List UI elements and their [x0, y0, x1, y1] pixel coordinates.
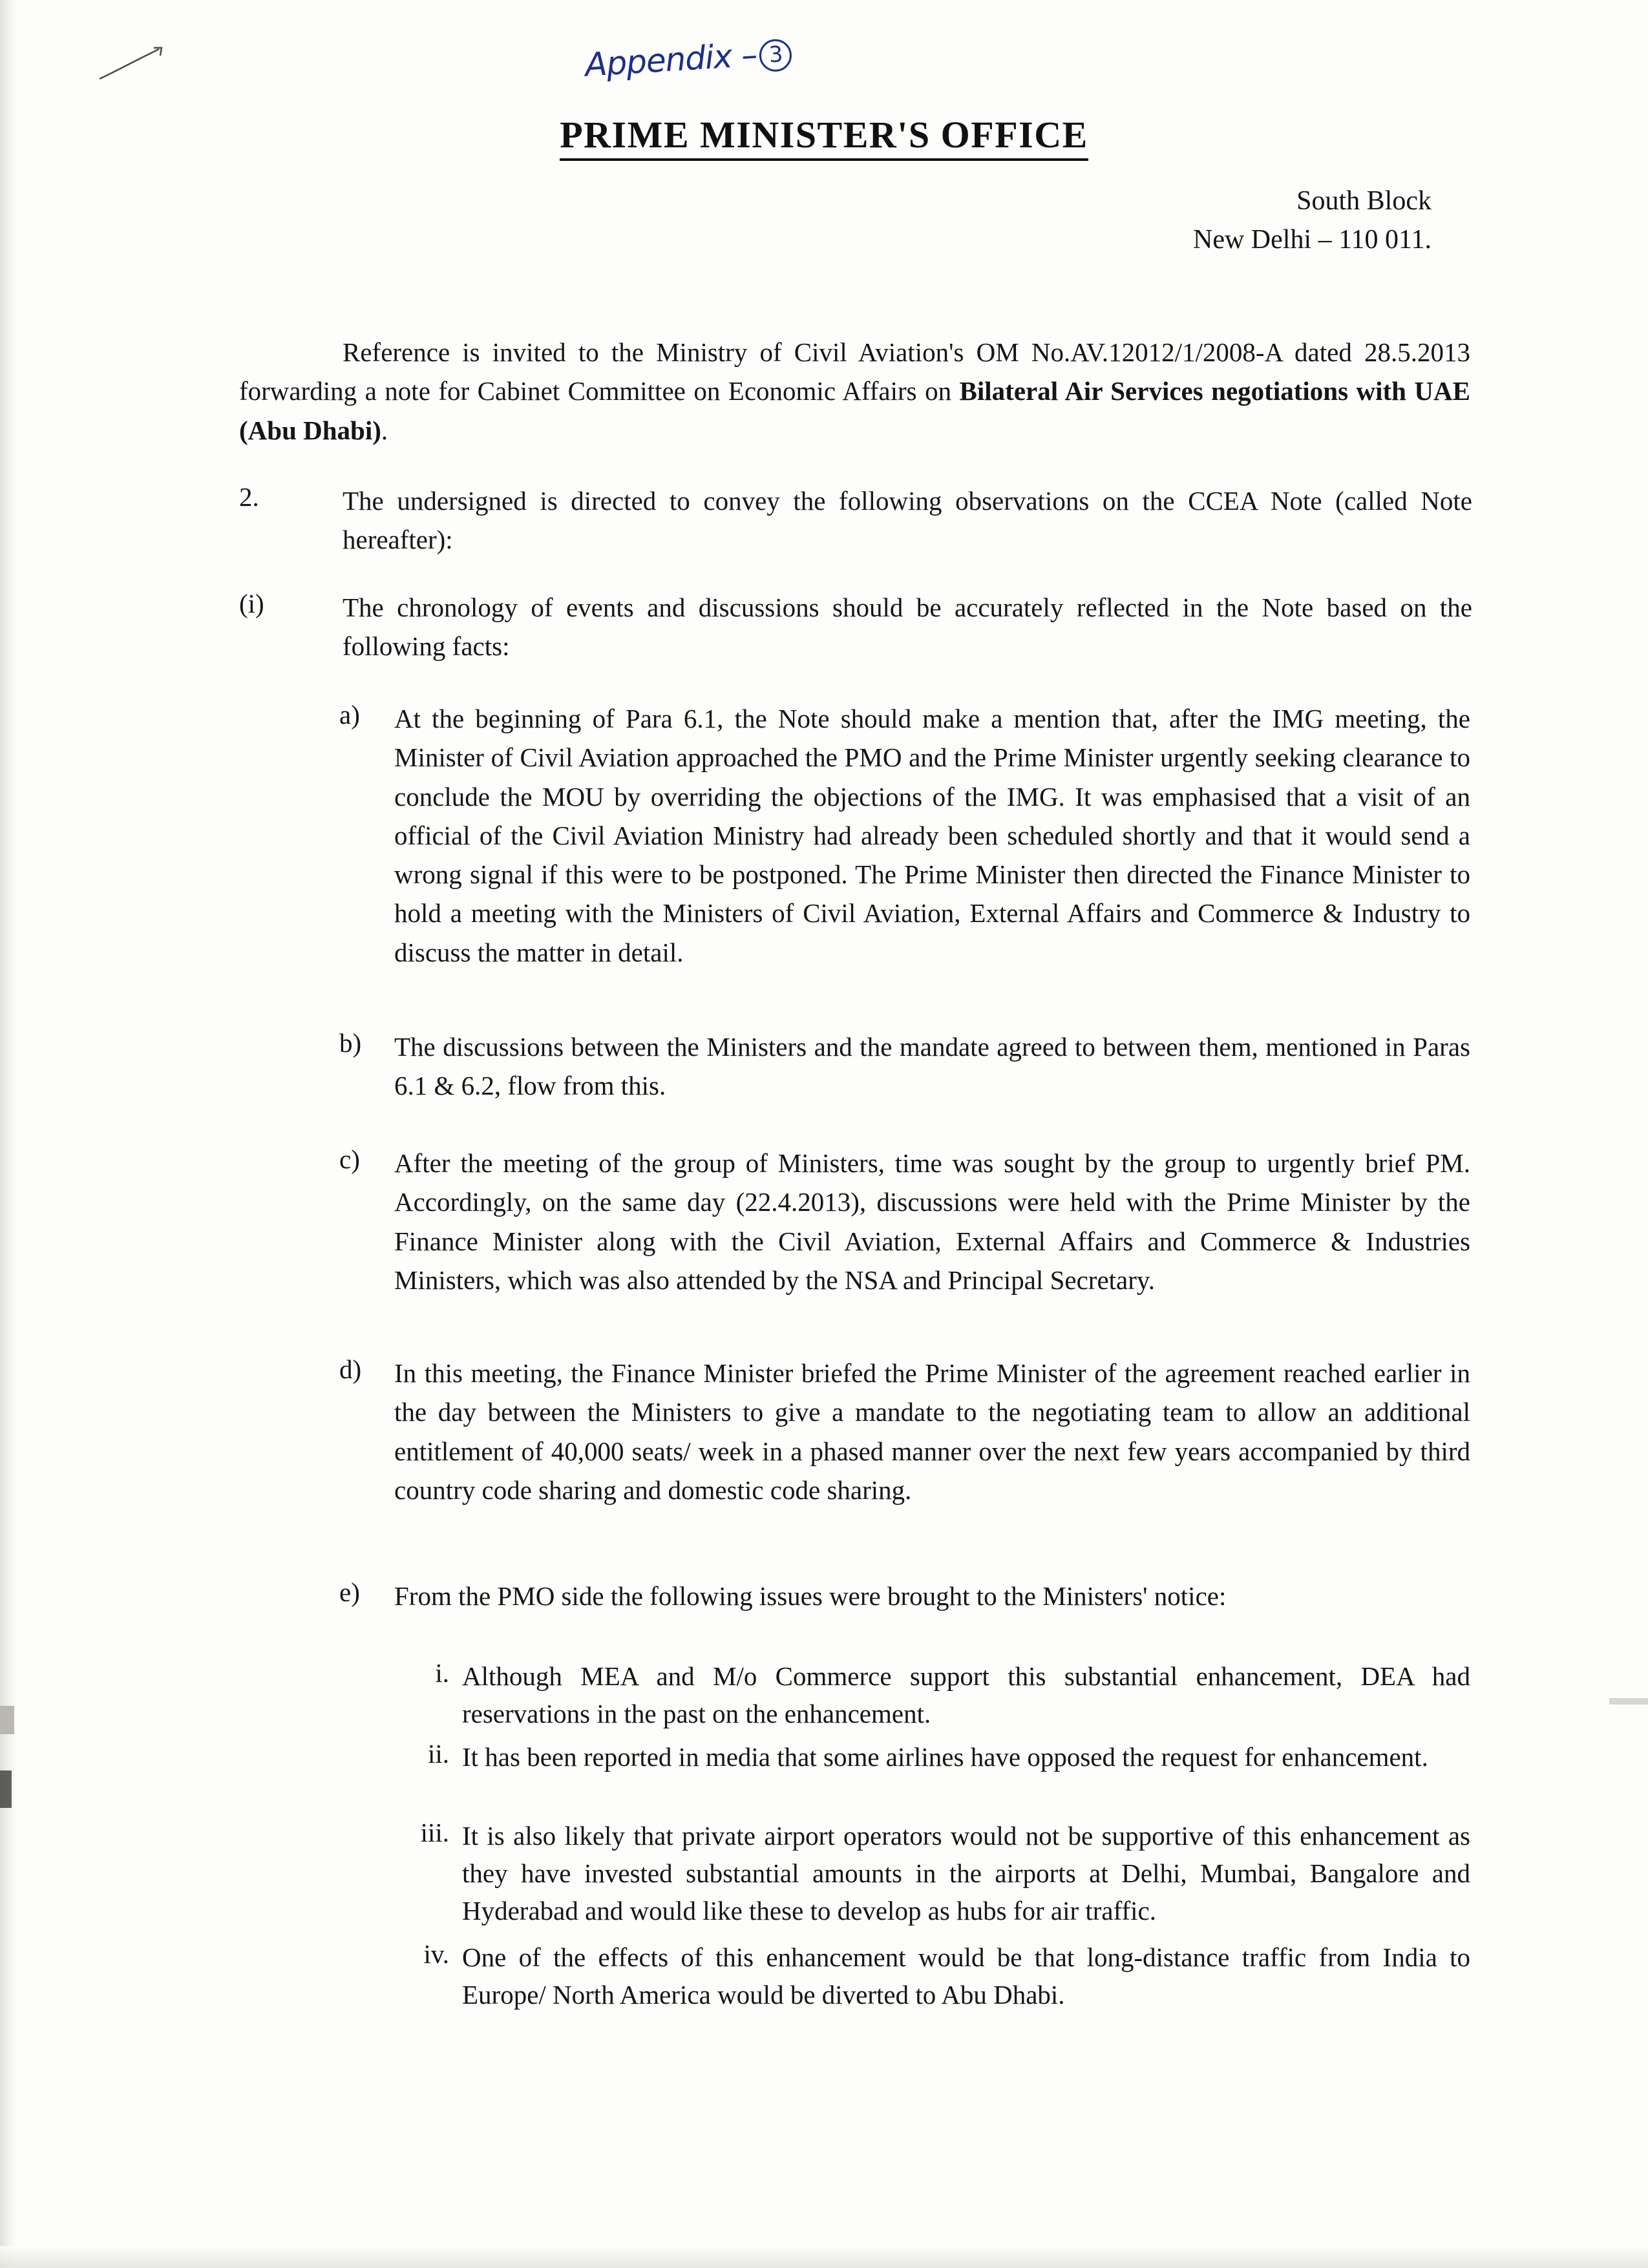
page-title	[0, 113, 1648, 156]
sub-item-c-marker: c)	[339, 1144, 360, 1174]
sub-item-d-marker: d)	[339, 1354, 362, 1384]
page-title-text: PRIME MINISTER'S OFFICE	[560, 114, 1088, 161]
roman-item-i-marker: i.	[435, 1658, 449, 1688]
roman-item-ii-text: It has been reported in media that some airlines have opposed the request for enhancement.	[462, 1742, 1428, 1772]
handwritten-appendix-annotation	[584, 34, 793, 83]
sub-item-b-marker: b)	[339, 1028, 362, 1058]
roman-item-ii-marker: ii.	[427, 1739, 449, 1769]
reference-paragraph	[239, 333, 1470, 450]
reference-paragraph-text: Reference is invited to the Ministry of Civil Aviation's OM No.AV.12012/1/2008-A dated 28.5.2013 forwarding a note for Cabinet Committee on Economic Affairs on	[239, 337, 1470, 406]
roman-item-iii-marker: iii.	[420, 1818, 449, 1847]
sub-item-e-text: From the PMO side the following issues were brought to the Ministers' notice:	[394, 1581, 1227, 1611]
sub-item-b-text: The discussions between the Ministers and the mandate agreed to between them, mentioned in Paras 6.1 & 6.2, flow from this.	[394, 1032, 1470, 1101]
handwritten-appendix-number: 3	[759, 38, 793, 72]
sub-item-a-marker: a)	[339, 700, 360, 730]
item-i-text: The chronology of events and discussions should be accurately reflected in the Note based on the following facts:	[343, 593, 1472, 662]
reference-paragraph-tail: .	[381, 415, 388, 445]
roman-item-iii-text: It is also likely that private airport operators would not be supportive of this enhancement as they have invested substantial amounts in the airports at Delhi, Mumbai, Bangalore and Hyderabad and would like these to develop as hubs for air traffic.	[462, 1821, 1470, 1926]
address-line-1: South Block	[1296, 186, 1431, 216]
paragraph-2-marker: 2.	[239, 482, 259, 512]
roman-item-i-text: Although MEA and M/o Commerce support this substantial enhancement, DEA had reservations in the past on the enhancement.	[462, 1661, 1470, 1729]
sub-item-e-marker: e)	[339, 1577, 360, 1607]
handwritten-appendix-text: Appendix –	[584, 36, 758, 84]
address-line-2: New Delhi – 110 011.	[1193, 224, 1431, 255]
item-i-marker: (i)	[239, 589, 264, 618]
roman-item-iv-text: One of the effects of this enhancement would be that long-distance traffic from India to Europe/ North America would be diverted to Abu Dhabi.	[462, 1942, 1470, 2010]
sub-item-d-text: In this meeting, the Finance Minister briefed the Prime Minister of the agreement reached earlier in the day between the Ministers to give a mandate to the negotiating team to allow an additional entitlement of 40,000 seats/ week in a phased manner over the next few years accompanied by third country code sharing and domestic code sharing.	[394, 1358, 1470, 1505]
sub-item-a-text: At the beginning of Para 6.1, the Note should make a mention that, after the IMG meeting, the Minister of Civil Aviation approached the PMO and the Prime Minister urgently seeking clearance to conclude the MOU by overriding the objections of the IMG. It was emphasised that a visit of an official of the Civil Aviation Ministry had already been scheduled shortly and that it would send a wrong signal if this were to be postponed. The Prime Minister then directed the Finance Minister to hold a meeting with the Ministers of Civil Aviation, External Affairs and Commerce & Industry to discuss the matter in detail.	[394, 704, 1470, 967]
reference-paragraph-bold: Bilateral Air Services negotiations with UAE (Abu Dhabi)	[239, 376, 1470, 445]
sub-item-c-text: After the meeting of the group of Ministers, time was sought by the group to urgently brief PM. Accordingly, on the same day (22.4.2013), discussions were held with the Prime Minister by the Finance Minister along with the Civil Aviation, External Affairs and Commerce & Industries Ministers, which was also attended by the NSA and Principal Secretary.	[394, 1148, 1470, 1295]
letterhead-address	[1193, 182, 1431, 259]
roman-item-iv-marker: iv.	[423, 1939, 449, 1969]
paragraph-2-text: The undersigned is directed to convey the following observations on the CCEA Note (called Note hereafter):	[343, 486, 1472, 555]
